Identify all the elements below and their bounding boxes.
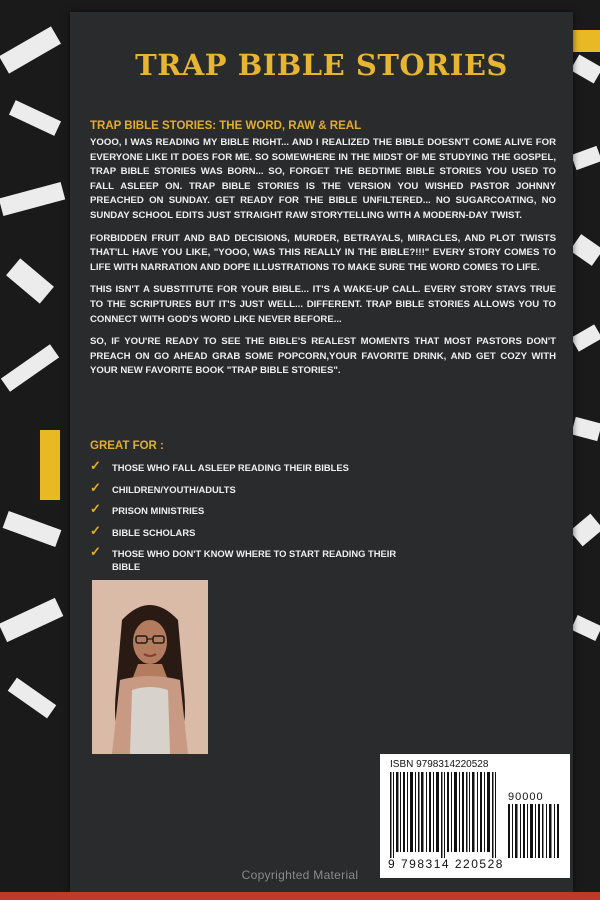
great-for-list: [90, 458, 420, 582]
bottom-band: [0, 892, 600, 900]
book-subtitle: TRAP BIBLE STORIES: THE WORD, RAW & REAL: [90, 120, 362, 132]
list-item: ✓ THOSE WHO DON'T KNOW WHERE TO START READING THEIR BIBLE: [90, 544, 397, 572]
price-code: 90000: [508, 791, 544, 803]
barcode-addon: [508, 804, 562, 858]
description: [90, 136, 556, 387]
list-item: ✓ BIBLE SCHOLARS: [90, 522, 196, 538]
description-paragraph: YOOO, I WAS READING MY BIBLE RIGHT... AND I REALIZED THE BIBLE DOESN'T COME ALIVE FOR EVERYONE LIKE IT DOES FOR ME. SO SOMEWHERE IN THE MIDST OF ME STUDYING THE GOSPEL, TRAP BIBLE STORIES WAS BORN... SO, FORGET THE BEDTIME BIBLE STORIES YOU USED TO FALL ASLEEP ON. TRAP BIBLE STORIES IS THE VERSION YOU WISHED PASTOR JOHNNY PREACHED ON SUNDAY. GET READY FOR THE BIBLE UNFILTERED... NO SUGARCOATING, NO SUNDAY SCHOOL EDITS JUST STRAIGHT RAW STORYTELLING WITH A MODERN-DAY TWIST.: [90, 137, 556, 221]
watermark-bottom: Copyrighted Material: [241, 868, 359, 882]
barcode-box: [380, 754, 570, 878]
checkmark-icon: ✓: [90, 479, 101, 495]
description-paragraph: FORBIDDEN FRUIT AND BAD DECISIONS, MURDER, BETRAYALS, MIRACLES, AND PLOT TWISTS THAT'LL HAVE YOU LIKE, "YOOO, WAS THIS REALLY IN THE BIBLE?!!!" EVERY STORY COMES TO LIFE WITH NARRATION AND DOPE ILLUSTRATIONS TO MAKE SURE THE WORD COMES TO LIFE.: [90, 232, 556, 273]
book-title: TRAP BIBLE STORIES: [135, 48, 508, 82]
checkmark-icon: ✓: [90, 522, 101, 538]
barcode-main: [390, 772, 500, 858]
description-paragraph: THIS ISN'T A SUBSTITUTE FOR YOUR BIBLE... IT'S A WAKE-UP CALL. EVERY STORY STAYS TRUE TO THE SCRIPTURES BUT IT'S JUST WELL... DIFFERENT. TRAP BIBLE STORIES ALLOWS YOU TO CONNECT WITH GOD'S WORD LIKE NEVER BEFORE...: [90, 284, 556, 325]
checkmark-icon: ✓: [90, 544, 101, 559]
isbn-digits: 9 798314 220528: [388, 857, 504, 871]
checkmark-icon: ✓: [90, 458, 101, 473]
description-paragraph: SO, IF YOU'RE READY TO SEE THE BIBLE'S REALEST MOMENTS THAT MOST PASTORS DON'T PREACH ON GO AHEAD GRAB SOME POPCORN,YOUR FAVORITE DRINK, AND GET COZY WITH YOUR NEW FAVORITE BOOK "TRAP BIBLE STORIES".: [90, 336, 556, 377]
list-item: ✓ CHILDREN/YOUTH/ADULTS: [90, 479, 236, 495]
great-for-heading: GREAT FOR :: [90, 440, 164, 452]
checkmark-icon: ✓: [90, 501, 101, 516]
back-cover-panel: [70, 12, 573, 892]
isbn-label: ISBN 9798314220528: [390, 759, 489, 770]
list-item: ✓ PRISON MINISTRIES: [90, 501, 205, 516]
list-item: ✓ THOSE WHO FALL ASLEEP READING THEIR BIBLES: [90, 458, 349, 473]
author-photo: [92, 580, 208, 754]
